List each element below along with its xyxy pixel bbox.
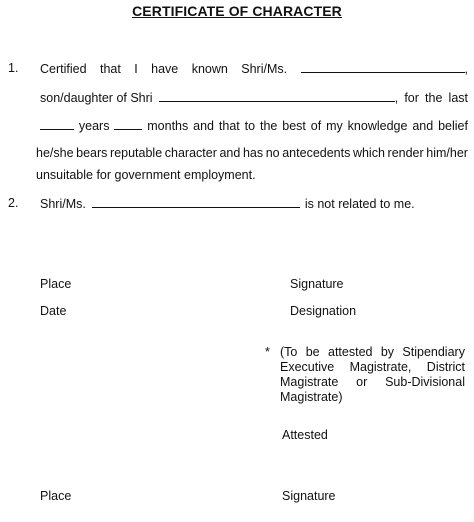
word: bears — [76, 146, 108, 160]
months-blank[interactable] — [114, 118, 142, 130]
word: has — [242, 146, 264, 160]
word: years — [78, 119, 110, 133]
word: Shri/Ms. — [40, 197, 86, 211]
word: render — [387, 146, 424, 160]
place-label-2: Place — [40, 489, 72, 503]
signature-label: Signature — [290, 277, 344, 291]
attestation-note-row-2 — [265, 360, 465, 375]
word: last — [448, 91, 468, 105]
comma: , — [464, 62, 468, 76]
unrelated-person-name-blank[interactable] — [92, 196, 300, 208]
word: Stipendiary — [402, 345, 465, 359]
word: that — [218, 119, 240, 133]
word: no — [265, 146, 280, 160]
word: Sub-Divisional — [385, 375, 465, 389]
attestation-note-row-4 — [265, 390, 465, 405]
word: to — [244, 119, 256, 133]
word: of — [310, 119, 322, 133]
word: Magistrate — [280, 375, 339, 389]
item-2-line — [40, 196, 415, 211]
word: reputable — [110, 146, 163, 160]
word: months — [147, 119, 189, 133]
word: he/she — [36, 146, 74, 160]
attested-label: Attested — [282, 428, 328, 442]
word: be — [305, 345, 320, 359]
word: attested — [328, 345, 373, 359]
date-label: Date — [40, 304, 67, 318]
word: best — [282, 119, 306, 133]
word: or — [356, 375, 368, 389]
designation-label: Designation — [290, 304, 357, 318]
item-1-line-4 — [36, 146, 468, 160]
word: and — [219, 146, 241, 160]
word: known — [191, 62, 228, 76]
page-title: CERTIFICATE OF CHARACTER — [132, 3, 342, 19]
attestation-note-row-1 — [265, 345, 465, 360]
word: have — [151, 62, 179, 76]
word: him/her — [426, 146, 468, 160]
word: District — [426, 360, 465, 374]
signature-label-2: Signature — [282, 489, 336, 503]
word: my — [326, 119, 343, 133]
word: son/daughter of Shri — [40, 91, 153, 105]
word: by — [380, 345, 395, 359]
item-1-number: 1. — [8, 61, 19, 75]
word: Magistrate) — [280, 390, 343, 404]
word: the — [425, 91, 443, 105]
word: knowledge — [347, 119, 408, 133]
attestation-note-row-3 — [265, 375, 465, 390]
word: I — [134, 62, 138, 76]
years-blank[interactable] — [40, 118, 74, 130]
word: character — [164, 146, 217, 160]
word: belief — [438, 119, 468, 133]
place-label: Place — [40, 277, 72, 291]
word: and — [193, 119, 214, 133]
word: (To — [280, 345, 298, 359]
word: Shri/Ms. — [241, 62, 288, 76]
item-1-line-5: unsuitable for government employment. — [36, 168, 256, 182]
item-1-line-1 — [40, 61, 468, 76]
item-2-number: 2. — [8, 196, 19, 210]
word: is not related to me. — [304, 197, 415, 211]
word: Certified — [40, 62, 87, 76]
known-person-name-blank[interactable] — [301, 61, 465, 73]
word: for — [404, 91, 419, 105]
comma: , — [394, 91, 399, 105]
item-1-line-3 — [40, 118, 468, 133]
word: the — [259, 119, 278, 133]
word: that — [99, 62, 121, 76]
word: which — [352, 146, 385, 160]
word: Magistrate, — [349, 360, 412, 374]
asterisk: * — [265, 345, 270, 359]
word: and — [412, 119, 434, 133]
attestation-note — [265, 345, 465, 405]
word: antecedents — [282, 146, 351, 160]
item-1-line-2 — [40, 90, 468, 105]
father-name-blank[interactable] — [159, 90, 395, 102]
word: Executive — [280, 360, 335, 374]
